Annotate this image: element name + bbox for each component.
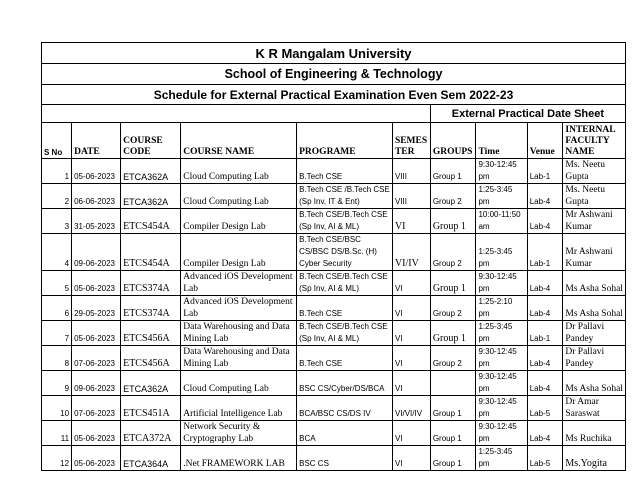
- row-sno: 3: [42, 209, 72, 234]
- row-venue: Lab-4: [527, 296, 563, 321]
- row-group: Group 1: [430, 271, 476, 296]
- row-date: 29-05-2023: [72, 296, 121, 321]
- table-row: [42, 184, 626, 209]
- row-programme: B.Tech CSE: [297, 346, 393, 371]
- row-date: 09-06-2023: [72, 234, 121, 271]
- row-course-name: Data Warehousing and Data Mining Lab: [181, 346, 297, 371]
- row-programme: B.Tech CSE: [297, 159, 393, 184]
- row-semester: VI: [392, 271, 430, 296]
- row-sno: 10: [42, 396, 72, 421]
- row-course-code: ETCA362A: [121, 371, 181, 396]
- row-group: Group 1: [430, 396, 476, 421]
- row-programme: B.Tech CSE/B.Tech CSE (Sp Inv, AI & ML): [297, 209, 393, 234]
- table-row: [42, 296, 626, 321]
- row-faculty: Ms Asha Sohal: [563, 371, 626, 396]
- row-programme: BCA/BSC CS/DS IV: [297, 396, 393, 421]
- row-date: 05-06-2023: [72, 321, 121, 346]
- row-group: Group 1: [430, 209, 476, 234]
- row-semester: VIII: [392, 184, 430, 209]
- row-faculty: Ms Asha Sohal: [563, 296, 626, 321]
- row-date: 05-06-2023: [72, 271, 121, 296]
- row-sno: 6: [42, 296, 72, 321]
- row-group: [430, 371, 476, 396]
- schedule-title: Schedule for External Practical Examination Even Sem 2022-23: [42, 85, 626, 105]
- row-sno: 9: [42, 371, 72, 396]
- table-row: [42, 346, 626, 371]
- row-date: 06-06-2023: [72, 184, 121, 209]
- row-programme: BCA: [297, 421, 393, 446]
- table-row: [42, 371, 626, 396]
- row-semester: VIII: [392, 159, 430, 184]
- row-semester: VI/IV: [392, 234, 430, 271]
- row-faculty: Ms Asha Sohal: [563, 271, 626, 296]
- row-venue: Lab-5: [527, 396, 563, 421]
- schedule-rows: [42, 159, 626, 471]
- row-date: 05-06-2023: [72, 159, 121, 184]
- university-title: K R Mangalam University: [42, 43, 626, 64]
- row-faculty: Ms. Neetu Gupta: [563, 184, 626, 209]
- row-programme: B.Tech CSE /B.Tech CSE (Sp Inv, IT & Ent): [297, 184, 393, 209]
- row-sno: 5: [42, 271, 72, 296]
- row-programme: B.Tech CSE: [297, 296, 393, 321]
- row-sno: 2: [42, 184, 72, 209]
- row-course-name: Advanced iOS Development Lab: [181, 271, 297, 296]
- row-faculty: Dr Pallavi Pandey: [563, 346, 626, 371]
- row-programme: B.Tech CSE/B.Tech CSE (Sp Inv, AI & ML): [297, 271, 393, 296]
- row-time: 9:30-12:45 pm: [476, 346, 527, 371]
- row-time: 9:30-12:45 pm: [476, 421, 527, 446]
- row-venue: Lab-4: [527, 271, 563, 296]
- row-group: Group 1: [430, 321, 476, 346]
- table-row: [42, 159, 626, 184]
- row-time: 1:25-3:45 pm: [476, 321, 527, 346]
- row-date: 05-06-2023: [72, 446, 121, 471]
- row-semester: VI/VI/IV: [392, 396, 430, 421]
- row-venue: Lab-1: [527, 321, 563, 346]
- row-time: 1:25-2:10 pm: [476, 296, 527, 321]
- row-venue: Lab-4: [527, 346, 563, 371]
- row-programme: BSC CS: [297, 446, 393, 471]
- row-venue: Lab-4: [527, 371, 563, 396]
- row-venue: Lab-4: [527, 184, 563, 209]
- row-course-code: ETCA372A: [121, 421, 181, 446]
- row-group: Group 2: [430, 234, 476, 271]
- row-course-code: ETCS456A: [121, 321, 181, 346]
- row-semester: VI: [392, 421, 430, 446]
- row-course-code: ETCS374A: [121, 296, 181, 321]
- row-course-name: Cloud Computing Lab: [181, 184, 297, 209]
- row-faculty: Mr Ashwani Kumar: [563, 209, 626, 234]
- row-time: 9:30-12:45 pm: [476, 396, 527, 421]
- row-semester: VI: [392, 296, 430, 321]
- header-course-code: COURSE CODE: [121, 123, 181, 159]
- row-course-name: Cloud Computing Lab: [181, 159, 297, 184]
- row-sno: 1: [42, 159, 72, 184]
- row-venue: Lab-1: [527, 234, 563, 271]
- row-sno: 4: [42, 234, 72, 271]
- schedule-table: [41, 42, 626, 471]
- header-course-name: COURSE NAME: [181, 123, 297, 159]
- row-time: 10:00-11:50 am: [476, 209, 527, 234]
- header-faculty: INTERNAL FACULTY NAME: [563, 123, 626, 159]
- row-sno: 7: [42, 321, 72, 346]
- row-venue: Lab-4: [527, 421, 563, 446]
- header-groups: GROUPS: [430, 123, 476, 159]
- row-date: 05-06-2023: [72, 421, 121, 446]
- table-row: [42, 396, 626, 421]
- row-course-name: Compiler Design Lab: [181, 209, 297, 234]
- row-course-name: Compiler Design Lab: [181, 234, 297, 271]
- row-group: Group 1: [430, 159, 476, 184]
- row-faculty: Mr Ashwani Kumar: [563, 234, 626, 271]
- row-programme: B.Tech CSE/BSC CS/BSC DS/B.Sc. (H) Cyber Security: [297, 234, 393, 271]
- row-sno: 12: [42, 446, 72, 471]
- row-course-code: ETCS454A: [121, 209, 181, 234]
- row-faculty: Ms. Neetu Gupta: [563, 159, 626, 184]
- header-row: [42, 123, 626, 159]
- table-row: [42, 234, 626, 271]
- row-course-code: ETCS456A: [121, 346, 181, 371]
- header-semester: SEMES TER: [392, 123, 430, 159]
- row-semester: VI: [392, 346, 430, 371]
- header-time: Time: [476, 123, 527, 159]
- row-time: 9:30-12:45 pm: [476, 371, 527, 396]
- row-date: 09-06-2023: [72, 371, 121, 396]
- row-course-code: ETCA362A: [121, 159, 181, 184]
- row-course-name: Cloud Computing Lab: [181, 371, 297, 396]
- row-course-name: Network Security & Cryptography Lab: [181, 421, 297, 446]
- row-course-code: ETCS454A: [121, 234, 181, 271]
- row-programme: BSC CS/Cyber/DS/BCA: [297, 371, 393, 396]
- blank-cell: [42, 105, 431, 123]
- row-sno: 11: [42, 421, 72, 446]
- row-time: 1:25-3:45 pm: [476, 184, 527, 209]
- row-group: Group 2: [430, 296, 476, 321]
- table-row: [42, 446, 626, 471]
- row-programme: B.Tech CSE/B.Tech CSE (Sp Inv, AI & ML): [297, 321, 393, 346]
- row-time: 1:25-3:45 pm: [476, 234, 527, 271]
- row-course-name: Data Warehousing and Data Mining Lab: [181, 321, 297, 346]
- header-sno: S No: [42, 123, 72, 159]
- date-sheet-title: External Practical Date Sheet: [430, 105, 625, 123]
- row-course-code: ETCA364A: [121, 446, 181, 471]
- row-time: 9:30-12:45 pm: [476, 271, 527, 296]
- header-venue: Venue: [527, 123, 563, 159]
- row-date: 07-06-2023: [72, 396, 121, 421]
- row-group: Group 1: [430, 446, 476, 471]
- row-course-name: .Net FRAMEWORK LAB: [181, 446, 297, 471]
- row-faculty: Ms Ruchika: [563, 421, 626, 446]
- row-date: 31-05-2023: [72, 209, 121, 234]
- row-venue: Lab-1: [527, 159, 563, 184]
- table-row: [42, 321, 626, 346]
- row-group: Group 2: [430, 346, 476, 371]
- header-date: DATE: [72, 123, 121, 159]
- row-semester: VI: [392, 321, 430, 346]
- row-faculty: Ms.Yogita: [563, 446, 626, 471]
- row-sno: 8: [42, 346, 72, 371]
- row-time: 9:30-12:45 pm: [476, 159, 527, 184]
- row-time: 1:25-3:45 pm: [476, 446, 527, 471]
- row-course-code: ETCS374A: [121, 271, 181, 296]
- row-semester: VI: [392, 371, 430, 396]
- table-row: [42, 209, 626, 234]
- table-row: [42, 271, 626, 296]
- row-group: Group 2: [430, 184, 476, 209]
- header-programme: PROGRAME: [297, 123, 393, 159]
- row-faculty: Dr Amar Saraswat: [563, 396, 626, 421]
- row-course-name: Advanced iOS Development Lab: [181, 296, 297, 321]
- row-venue: Lab-4: [527, 209, 563, 234]
- row-course-code: ETCA362A: [121, 184, 181, 209]
- table-row: [42, 421, 626, 446]
- row-course-code: ETCS451A: [121, 396, 181, 421]
- row-date: 07-06-2023: [72, 346, 121, 371]
- row-course-name: Artificial Intelligence Lab: [181, 396, 297, 421]
- row-group: Group 1: [430, 421, 476, 446]
- row-faculty: Dr Pallavi Pandey: [563, 321, 626, 346]
- row-semester: VI: [392, 446, 430, 471]
- school-title: School of Engineering & Technology: [42, 64, 626, 85]
- row-venue: Lab-5: [527, 446, 563, 471]
- row-semester: VI: [392, 209, 430, 234]
